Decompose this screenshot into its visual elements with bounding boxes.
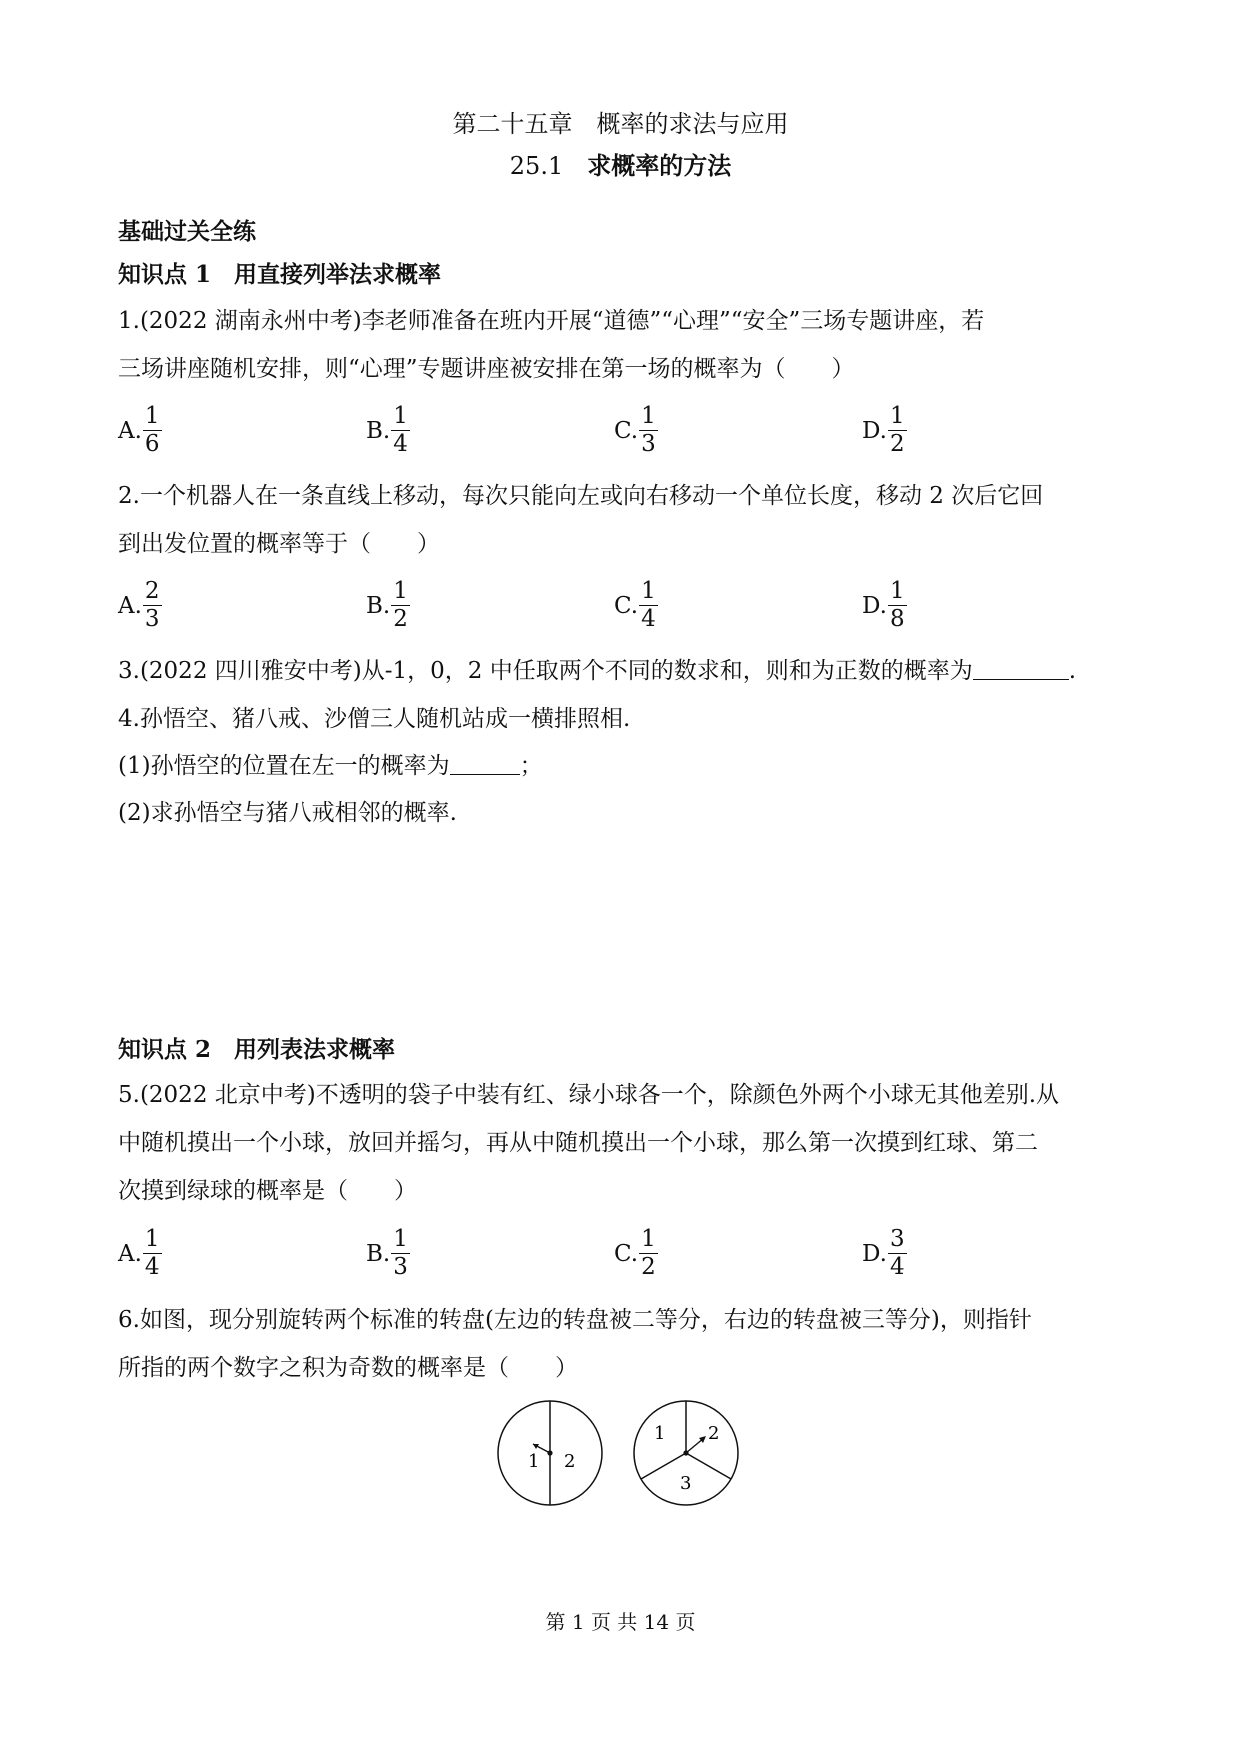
q1-line1: 1.(2022 湖南永州中考)李老师准备在班内开展“道德”“心理”“安全”三场专题讲座，若 xyxy=(118,308,985,334)
right-spinner-label-1: 1 xyxy=(654,1423,666,1444)
left-spinner-label-1: 1 xyxy=(528,1451,540,1472)
q6-line1: 6.如图，现分别旋转两个标准的转盘(左边的转盘被二等分，右边的转盘被三等分)，则指针 xyxy=(118,1307,1032,1333)
q2-option-b: B. $\frac{1}{2}$ xyxy=(366,578,408,632)
q5-option-a: A. $\frac{1}{4}$ xyxy=(118,1226,160,1280)
q3-answer-blank[interactable] xyxy=(973,679,1069,680)
right-spinner xyxy=(634,1401,738,1505)
q1-paren-close: ） xyxy=(831,356,855,382)
q6-paren-close: ） xyxy=(555,1355,578,1381)
section-heading xyxy=(0,151,1241,180)
q4-line1: 4.孙悟空、猪八戒、沙僧三人随机站成一横排照相. xyxy=(118,706,631,732)
right-spinner-label-2: 2 xyxy=(708,1423,720,1444)
q1-option-a: A. $\frac{1}{6}$ xyxy=(118,403,160,457)
q5-paren-close: ） xyxy=(394,1178,417,1204)
q4-sub1-end: ； xyxy=(519,753,543,779)
q5-line3 xyxy=(118,1180,417,1203)
q3-line xyxy=(118,660,1076,683)
q2-line2 xyxy=(118,533,440,556)
q6-line2 xyxy=(118,1357,578,1380)
q1-option-b: B. $\frac{1}{4}$ xyxy=(366,403,408,457)
q1-option-c: C. $\frac{1}{3}$ xyxy=(614,403,656,457)
q1-option-d: D. $\frac{1}{2}$ xyxy=(862,403,905,457)
q5-option-b: B. $\frac{1}{3}$ xyxy=(366,1226,408,1280)
right-spinner-label-3: 3 xyxy=(680,1473,692,1494)
left-spinner-label-2: 2 xyxy=(564,1451,576,1472)
q3-end: . xyxy=(1068,658,1077,684)
q5-line3-text: 次摸到绿球的概率是（ xyxy=(118,1178,348,1204)
kp2-title: 用列表法求概率 xyxy=(234,1036,396,1063)
q2-option-a: A. $\frac{2}{3}$ xyxy=(118,578,160,632)
q5-option-d: D. $\frac{3}{4}$ xyxy=(862,1226,905,1280)
page-footer: 第 1 页 共 14 页 xyxy=(545,1610,696,1634)
kp1-label: 知识点 1 xyxy=(118,261,212,288)
q4-sub1-text: (1)孙悟空的位置在左一的概率为 xyxy=(118,753,450,779)
kp1-title: 用直接列举法求概率 xyxy=(234,261,442,288)
section-title: 求概率的方法 xyxy=(587,151,732,180)
q5-option-c: C. $\frac{1}{2}$ xyxy=(614,1226,656,1280)
left-spinner xyxy=(498,1401,602,1505)
q4-sub2: (2)求孙悟空与猪八戒相邻的概率. xyxy=(118,800,457,826)
q2-option-c: C. $\frac{1}{4}$ xyxy=(614,578,656,632)
knowledge-point-2 xyxy=(118,1038,395,1062)
q5-line1: 5.(2022 北京中考)不透明的袋子中装有红、绿小球各一个，除颜色外两个小球无其他差别.从 xyxy=(118,1082,1060,1108)
q3-text: 3.(2022 四川雅安中考)从-1，0，2 中任取两个不同的数求和，则和为正数的概率为 xyxy=(118,658,973,684)
q1-line2-text: 三场讲座随机安排，则“心理”专题讲座被安排在第一场的概率为（ xyxy=(118,356,786,382)
q4-answer-blank[interactable] xyxy=(450,774,520,775)
q4-sub1 xyxy=(118,755,543,778)
q2-line1: 2.一个机器人在一条直线上移动，每次只能向左或向右移动一个单位长度，移动 2 次后它回 xyxy=(118,483,1044,509)
q2-paren-close: ） xyxy=(417,531,440,557)
chapter-title: 第二十五章 概率的求法与应用 xyxy=(452,110,789,138)
q2-option-d: D. $\frac{1}{8}$ xyxy=(862,578,905,632)
knowledge-point-1 xyxy=(118,263,441,287)
spinner-figure xyxy=(490,1395,750,1515)
section-number: 25.1 xyxy=(509,152,564,180)
practice-title: 基础过关全练 xyxy=(118,218,256,245)
q5-line2: 中随机摸出一个小球，放回并摇匀，再从中随机摸出一个小球，那么第一次摸到红球、第二 xyxy=(118,1130,1038,1156)
kp2-label: 知识点 2 xyxy=(118,1036,212,1063)
q1-line2 xyxy=(118,358,855,381)
q2-line2-text: 到出发位置的概率等于（ xyxy=(118,531,371,557)
q6-line2-text: 所指的两个数字之积为奇数的概率是（ xyxy=(118,1355,509,1381)
